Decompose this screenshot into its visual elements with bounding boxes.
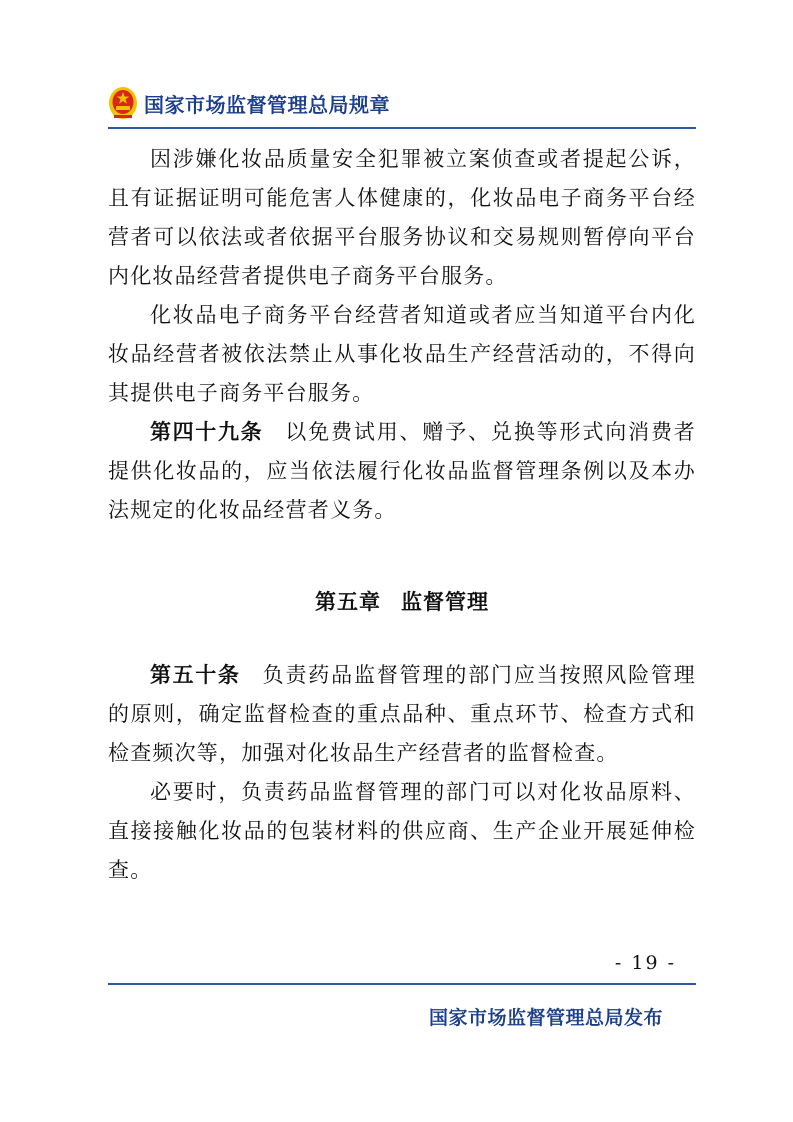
article-49-label: 第四十九条 (150, 420, 264, 444)
paragraph-1: 因涉嫌化妆品质量安全犯罪被立案侦查或者提起公诉，且有证据证明可能危害人体健康的，化妆品电子商务平台经营者可以依法或者依据平台服务协议和交易规则暂停向平台内化妆品经营者提供电子商务平台服务。 (108, 147, 696, 288)
article-50-label: 第五十条 (150, 663, 241, 687)
article-49 (108, 413, 696, 530)
national-emblem-icon (108, 86, 138, 120)
paragraph-2: 化妆品电子商务平台经营者知道或者应当知道平台内化妆品经营者被依法禁止从事化妆品生产经营活动的，不得向其提供电子商务平台服务。 (108, 303, 696, 405)
footer-publisher: 国家市场监督管理总局发布 (428, 1007, 663, 1029)
header-title: 国家市场监督管理总局规章 (144, 92, 390, 117)
chapter-number: 第五章 (315, 590, 381, 614)
page-number: - 19 - (614, 952, 676, 974)
article-50 (108, 656, 696, 773)
article-49-text: 以免费试用、赠予、兑换等形式向消费者提供化妆品的，应当依法履行化妆品监督管理条例以及本办法规定的化妆品经营者义务。 (108, 420, 696, 522)
chapter-title: 监督管理 (401, 590, 489, 614)
article-50-text: 负责药品监督管理的部门应当按照风险管理的原则，确定监督检查的重点品种、重点环节、检查方式和检查频次等，加强对化妆品生产经营者的监督检查。 (108, 663, 696, 765)
chapter-heading (108, 586, 696, 616)
paragraph-5: 必要时，负责药品监督管理的部门可以对化妆品原料、直接接触化妆品的包装材料的供应商、生产企业开展延伸检查。 (108, 780, 696, 882)
document-body (108, 140, 696, 890)
footer-divider (108, 983, 696, 985)
page-header (108, 83, 390, 123)
header-divider (108, 127, 696, 129)
